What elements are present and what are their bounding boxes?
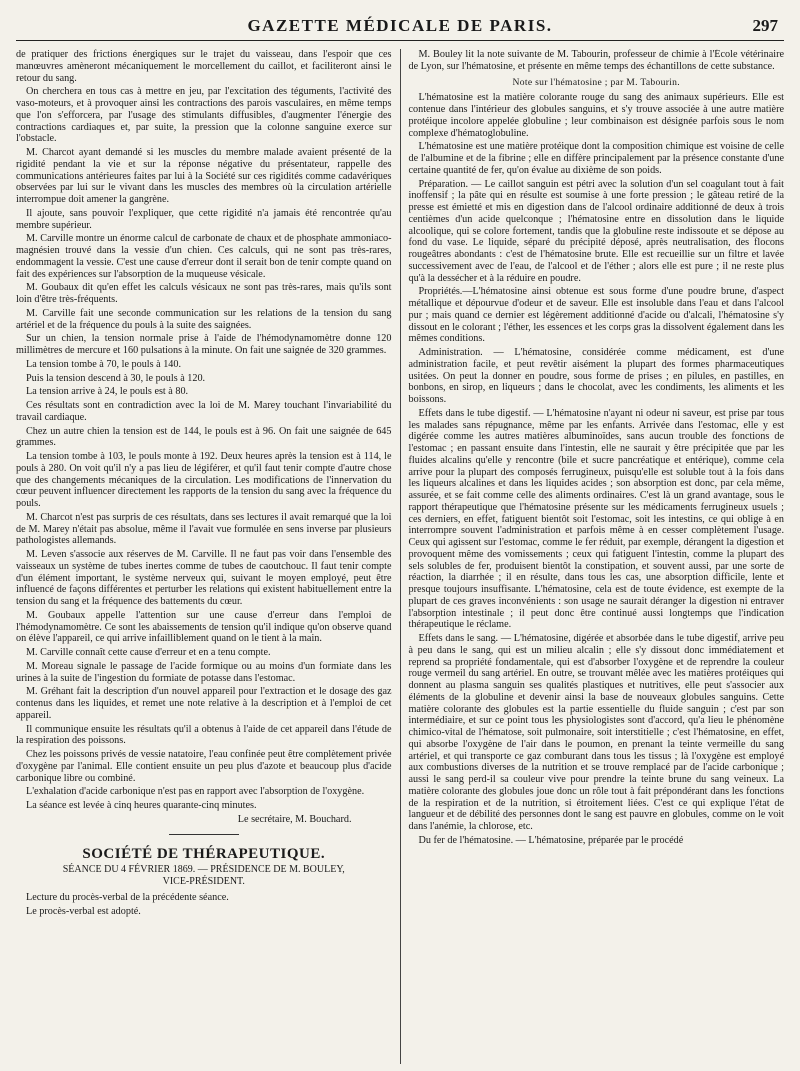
paragraph: Chez un autre chien la tension est de 144, le pouls est à 96. On fait une saignée de 645 grammes. (16, 425, 392, 449)
paragraph: M. Charcot ayant demandé si les muscles du membre malade avaient présenté de la rigidité pendant la vie et sur la réponse négative du présentateur, rappelle des communications antérieures faites par lui à la Société sur ces rigidités comme cadavériques observées par lui sur le vivant dans les muscles des membres où la circulation artérielle interrompue doit amener la gangrène. (16, 147, 392, 205)
paragraph: La tension arrive à 24, le pouls est à 80. (26, 386, 189, 398)
paragraph: Il ajoute, sans pouvoir l'expliquer, que cette rigidité n'a jamais été rencontrée qu'au membre supérieur. (16, 207, 392, 231)
columns (16, 49, 784, 1064)
seance-line (16, 864, 392, 888)
paragraph: M. Carville fait une seconde communication sur les relations de la tension du sang artériel et de la fréquence du pouls à la suite des saignées. (16, 307, 392, 331)
paragraph: La séance est levée à cinq heures quarante-cinq minutes. (26, 800, 257, 811)
society-title: SOCIÉTÉ DE THÉRAPEUTIQUE. (82, 845, 326, 862)
signature: Le secrétaire, M. Bouchard. (237, 813, 352, 825)
paragraph: Puis la tension descend à 30, le pouls à 120. (26, 372, 206, 384)
right-column (401, 49, 785, 1064)
paragraph: Propriétés.—L'hématosine ainsi obtenue est sous forme d'une poudre brune, d'aspect métallique et dépourvue d'odeur et de saveur. Elle est insoluble dans l'eau et dans l'alcool pur ; mais quand ce dernier est légèrement additionné d'acide ou d'alcali, l'hématosine s'y dissout en le colorant ; l'éther, les essences et les corps gras la dissolvent également dans les mêmes conditions. (408, 286, 784, 345)
paragraph: de pratiquer des frictions énergiques sur le trajet du vaisseau, dans l'espoir que ces manœuvres amèneront mécaniquement le morcellement du caillot, et faciliteront ainsi le retour du sang. (16, 49, 392, 84)
paragraph: M. Charcot n'est pas surpris de ces résultats, dans ses lectures il avait remarqué que la loi de M. Marey n'était pas absolue, même il l'avait vue formulée en sens inverse par plusieurs pathologistes allemands. (16, 511, 392, 547)
paragraph: M. Carville connaît cette cause d'erreur et en a tenu compte. (26, 647, 271, 658)
paragraph: M. Goubaux dit qu'en effet les calculs vésicaux ne sont pas très-rares, mais qu'ils sont loin d'être très-fréquents. (16, 282, 392, 305)
left-column (16, 49, 401, 1064)
paragraph: M. Leven s'associe aux réserves de M. Carville. Il ne faut pas voir dans l'ensemble des vaisseaux un système de tubes inertes comme de tubes de caoutchouc. Il faut tenir compte d'un élément important, le système nerveux qui, suivant le moyen employé, peut être influencé de façons différentes et perturber les relations qui existent habituellement entre la tension du sang et la fréquence des battements du cœur. (16, 549, 392, 607)
paragraph: On cherchera en tous cas à mettre en jeu, par l'excitation des téguments, l'activité des vaso-moteurs, et à provoquer ainsi les contractions des parois vasculaires, en même temps que l'on s'efforcera, par l'usage des stimulants diffusibles, d'augmenter l'énergie des contractions cardiaques et, par suite, la pression que la colonne sanguine exerce sur l'obstacle. (16, 86, 392, 145)
paragraph: Chez les poissons privés de vessie natatoire, l'eau confinée peut être complètement privée d'oxygène par l'animal. Elle contient ensuite un peu plus d'azote et beaucoup plus d'acide carbonique libre ou combiné. (16, 749, 392, 784)
paragraph: M. Goubaux appelle l'attention sur une cause d'erreur dans l'emploi de l'hémodynamomètre. Ce sont les abaissements de tension qu'il indique qu'on observe quand on élève l'appareil, ce qui arrive infailliblement quand on le tient à la main. (16, 609, 392, 645)
paragraph: L'hématosine est la matière colorante rouge du sang des animaux supérieurs. Elle est contenue dans l'intérieur des globules sanguins, et s'y trouve associée à une autre matière protéique incolore appelée globuline ; leur combinaison est désignée parfois sous le nom complexe d'hématoglobuline. (408, 92, 784, 139)
paragraph: Sur un chien, la tension normale prise à l'aide de l'hémodynamomètre donne 120 millimètres de mercure et 160 pulsations à la minute. On fait une saignée de 320 grammes. (16, 333, 392, 356)
journal-title: GAZETTE MÉDICALE DE PARIS. (247, 16, 553, 35)
paragraph: Du fer de l'hématosine. — L'hématosine, préparée par le procédé (418, 834, 684, 846)
note-title: Note sur l'hématosine ; par M. Tabourin. (512, 76, 680, 88)
paragraph: Effets dans le sang. — L'hématosine, digérée et absorbée dans le tube digestif, arrive peu à peu dans le sang, qui est un milieu alcalin ; elle s'y dissout donc immédiatement et reprend sa propriété fondamentale, qui est d'absorber l'oxygène et de reprendre la couleur rouge vermeil du sang artériel. En outre, se trouvant mêlée avec les matières protéiques qui donnent au plasma sanguin ses qualités plastiques et nutritives, elle peut s'associer aux éléments de la globuline et devenir ainsi la base de nouveaux globules sanguins. Cette matière colorante des globules est la partie essentielle du fluide sanguin ; c'est par son intermédiaire, et sur ce point tous les physiologistes sont d'accord, qu'a lieu le phénomène chimico-vital de l'hématose, soit pulmonaire, soit interstitielle ; c'est l'hématosine, en effet, qui absorbe l'oxygène de l'air dans le poumon, en prenant la teinte vermeille du sang artériel, et qui transporte ce gaz comburant dans tous les tissus ; là l'oxygène est employé aux combustions diverses de la nutrition et se trouve remplacé par de l'acide carbonique ; aussi le sang perd-il sa couleur vive pour prendre la teinte brune du sang veineux. La matière colorante des globules joue donc un rôle tout à fait prépondérant dans les fonctions de la respiration et de la nutrition, si étroitement liées. C'est ce qui explique l'état de langueur et de débilité des personnes dont le sang est pauvre en globules, comme on le voit dans l'anémie, la chlorose, etc. (408, 633, 784, 832)
page-header (16, 14, 784, 41)
paragraph: M. Moreau signale le passage de l'acide formique ou au moins d'un formiate dans les urines à la suite de l'ingestion du formiate de potasse dans l'estomac. (16, 660, 392, 684)
paragraph: La tension tombe à 103, le pouls monte à 192. Deux heures après la tension est à 114, le pouls à 280. On voit qu'il n'y a pas lieu de légiférer, et qu'il faut tenir compte d'autre chose que des changements mécaniques de la circulation. Les modifications de l'innervation du cœur peuvent influencer directement les rapports de la tension du sang avec la fréquence du pouls. (16, 451, 392, 509)
paragraph: M. Gréhant fait la description d'un nouvel appareil pour l'extraction et le dosage des gaz contenus dans les liquides, et remet une note relative à la description et à l'emploi de cet appareil. (16, 686, 392, 721)
seance-vice-president: VICE-PRÉSIDENT. (162, 876, 245, 887)
paragraph: Effets dans le tube digestif. — L'hématosine n'ayant ni odeur ni saveur, est prise par tous les malades sans répugnance, même par les enfants. Arrivée dans l'estomac, elle y est digérée comme les autres matières albuminoïdes, sans aucun trouble des fonctions de l'estomac ; en passant ensuite dans l'intestin, elle ne saurait y être précipitée que par les fluides alcalins qu'elle y rencontre (bile et sucre pancréatique et entérique), comme cela arrive pour la plupart des composés ferrugineux, puisqu'elle est soluble tout à la fois dans les liqueurs alcalines et dans les liquides acides ; son absorption est donc, par cela même, assurée, et se fait comme celle des aliments ordinaires. C'est là un grand avantage, sous le rapport thérapeutique que l'hématosine présente sur les médicaments ferrugineux usuels ; ces derniers, en effet, fatiguent bientôt soit l'estomac, soit les intestins, ce qui oblige à en interrompre souvent l'administration et parfois même à en cesser complètement l'usage. Ceux qui agissent sur l'estomac, comme le fer réduit, par exemple, dérangent la digestion et provoquent même des vomissements ; ceux qui fatiguent l'intestin, comme la plupart des sels solubles de fer, produisent bientôt la constipation, et souvent aussi, par une sorte de réaction, la diarrhée ; il en résulte, dans tous les cas, une absorption difficile, lente et presque toujours insuffisante. L'hématosine, cela est de toute évidence, est exempte de la plupart de ces graves inconvénients : son usage ne saurait déranger la digestion ni entraver l'absorption intestinale ; il peut donc être continué aussi longtemps que l'indication thérapeutique le réclame. (408, 407, 784, 631)
section-divider (169, 834, 239, 835)
paragraph: Administration. — L'hématosine, considérée comme médicament, est d'une administration facile, et peut revêtir aisément la plupart des formes pharmaceutiques usitées. On peut la donner en poudre, sous forme de prises ; en pilules, en pastilles, en bonbons, en sirop, en liqueurs ; dans le chocolat, avec les condiments, les aliments et les boissons. (408, 347, 784, 405)
page-number: 297 (752, 16, 778, 35)
paragraph: M. Carville montre un énorme calcul de carbonate de chaux et de phosphate ammoniaco-magnésien trouvé dans la vessie d'un chien. Ces calculs, qui ne sont pas très-rares, endommagent la vessie. C'est une cause d'erreur dont il serait bon de tenir compte quand on fait des expériences sur l'absorption de la muqueuse vésicale. (16, 233, 392, 280)
paragraph: L'exhalation d'acide carbonique n'est pas en rapport avec l'absorption de l'oxygène. (26, 786, 365, 798)
paragraph: L'hématosine est une matière protéique dont la composition chimique est voisine de celle de l'albumine et de la fibrine ; elle en diffère principalement par la présence constante d'une certaine quantité de fer, qu'on évalue au dixième de son poids. (408, 141, 784, 176)
intro-paragraph: M. Bouley lit la note suivante de M. Tabourin, professeur de chimie à l'École vétérinaire de Lyon, sur l'hématosine, et présente en même temps des échantillons de cette substance. (408, 49, 784, 72)
paragraph: Il communique ensuite les résultats qu'il a obtenus à l'aide de cet appareil dans l'étude de la respiration des poissons. (16, 723, 392, 747)
paragraph: Le procès-verbal est adopté. (26, 905, 141, 917)
seance-date: SÉANCE DU 4 FÉVRIER 1869. — PRÉSIDENCE DE M. BOULEY, (62, 864, 345, 876)
paragraph: Préparation. — Le caillot sanguin est pétri avec la solution d'un sel coagulant tout à fait inoffensif ; la pâte qui en résulte est soumise à une forte pression ; le gâteau retiré de la presse est émietté et mis en digestion dans de l'alcool ordinaire additionné de deux à trois centièmes d'un acide quelconque ; l'hématosine entre en dissolution dans le liquide alcoolique, qui se colore fortement, tandis que la globuline reste indissoute et se dépose au fond du vase. Le liquide, séparé du précipité déposé, après neutralisation, des flocons rougeâtres abondants : c'est de l'hématosine brute. Elle est recueillie sur un filtre et lavée successivement avec de l'eau, de l'alcool et de l'éther ; alors elle est pure ; il ne reste plus qu'à la dessécher et à la réduire en poudre. (408, 178, 784, 284)
paragraph: La tension tombe à 70, le pouls à 140. (26, 358, 182, 370)
paragraph: Ces résultats sont en contradiction avec la loi de M. Marey touchant l'invariabilité du travail cardiaque. (16, 400, 392, 423)
paragraph: Lecture du procès-verbal de la précédente séance. (26, 891, 229, 903)
